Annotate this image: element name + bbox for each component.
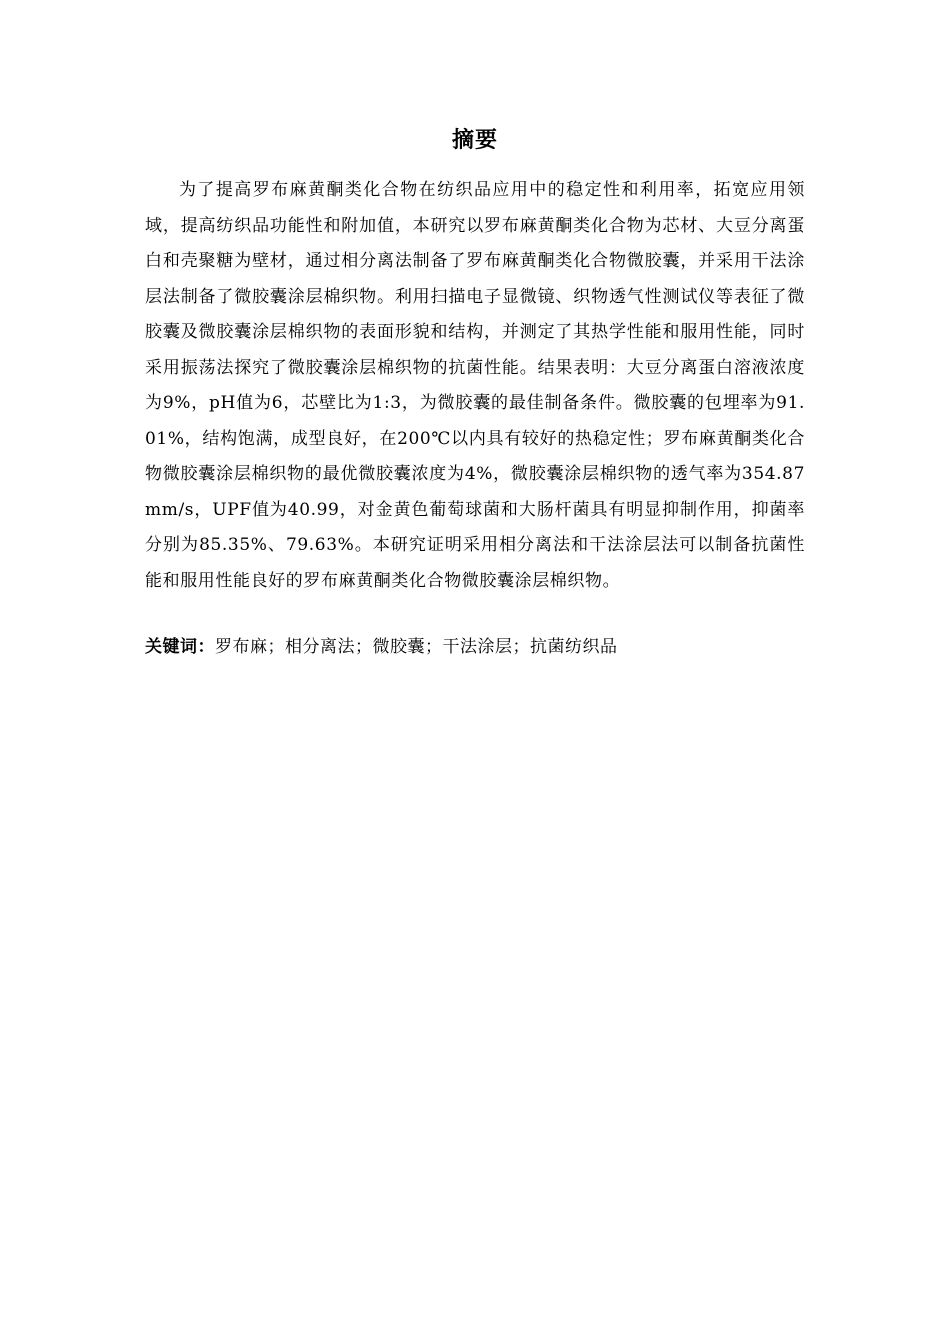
- keywords-label: 关键词：: [145, 637, 215, 657]
- abstract-paragraph: 为了提高罗布麻黄酮类化合物在纺织品应用中的稳定性和利用率，拓宽应用领域，提高纺织品功能性和附加值，本研究以罗布麻黄酮类化合物为芯材、大豆分离蛋白和壳聚糖为壁材，通过相分离法制备了罗布麻黄酮类化合物微胶囊，并采用干法涂层法制备了微胶囊涂层棉织物。利用扫描电子显微镜、织物透气性测试仪等表征了微胶囊及微胶囊涂层棉织物的表面形貌和结构，并测定了其热学性能和服用性能，同时采用振荡法探究了微胶囊涂层棉织物的抗菌性能。结果表明：大豆分离蛋白溶液浓度为9%，pH值为6，芯壁比为1:3，为微胶囊的最佳制备条件。微胶囊的包埋率为91.01%，结构饱满，成型良好，在200℃以内具有较好的热稳定性；罗布麻黄酮类化合物微胶囊涂层棉织物的最优微胶囊浓度为4%，微胶囊涂层棉织物的透气率为354.87mm/s，UPF值为40.99，对金黄色葡萄球菌和大肠杆菌具有明显抑制作用，抑菌率分别为85.35%、79.63%。本研究证明采用相分离法和干法涂层法可以制备抗菌性能和服用性能良好的罗布麻黄酮类化合物微胶囊涂层棉织物。: [145, 180, 805, 591]
- abstract-title: 摘要: [451, 128, 498, 153]
- keywords-line: [145, 630, 805, 665]
- keywords-list: 罗布麻；相分离法；微胶囊；干法涂层；抗菌纺织品: [215, 637, 618, 657]
